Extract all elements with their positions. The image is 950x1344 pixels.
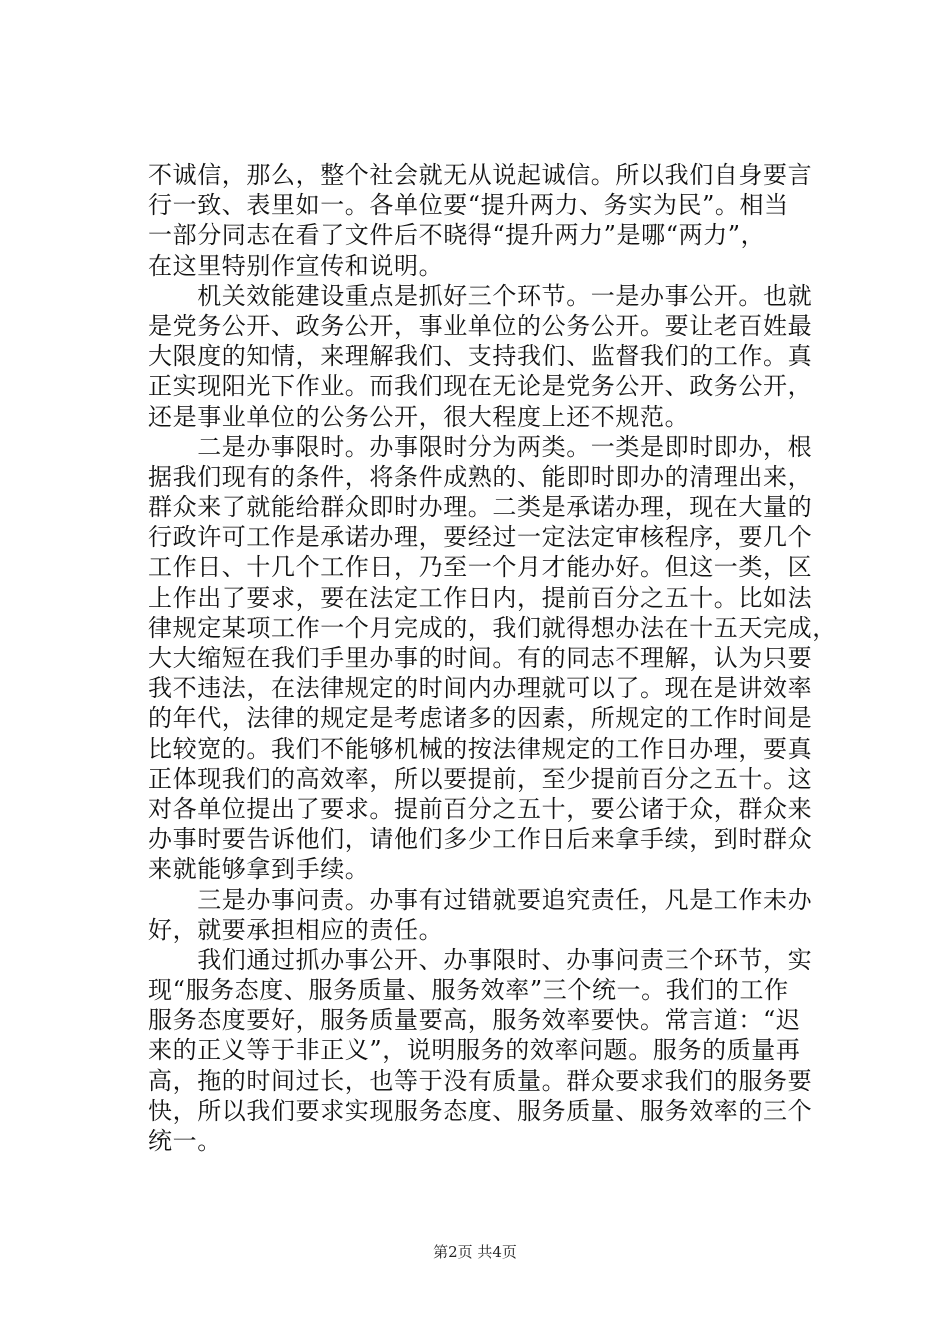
text-line: 比较宽的。我们不能够机械的按法律规定的工作日办理，要真	[148, 734, 813, 763]
text-line: 在这里特别作宣传和说明。	[148, 251, 444, 280]
text-line: 大限度的知情，来理解我们、支持我们、监督我们的工作。真	[148, 342, 813, 371]
text-line: 一部分同志在看了文件后不晓得“提升两力”是哪“两力”，	[148, 221, 766, 250]
text-line: 正体现我们的高效率，所以要提前，至少提前百分之五十。这	[148, 764, 813, 793]
text-line: 工作日、十几个工作日，乃至一个月才能办好。但这一类，区	[148, 553, 813, 582]
document-body	[148, 160, 837, 1156]
text-line: 我不违法，在法律规定的时间内办理就可以了。现在是讲效率	[148, 674, 813, 703]
text-line: 群众来了就能给群众即时办理。二类是承诺办理，现在大量的	[148, 493, 813, 522]
text-line: 服务态度要好，服务质量要高，服务效率要快。常言道：“迟	[148, 1006, 801, 1035]
text-line: 快，所以我们要求实现服务态度、服务质量、服务效率的三个	[148, 1096, 813, 1125]
text-line: 不诚信，那么，整个社会就无从说起诚信。所以我们自身要言	[148, 161, 813, 189]
page-number-footer: 第2页 共4页	[433, 1243, 517, 1261]
text-line: 正实现阳光下作业。而我们现在无论是党务公开、政务公开，	[148, 372, 813, 401]
text-line: 上作出了要求，要在法定工作日内，提前百分之五十。比如法	[148, 583, 813, 612]
text-line: 现“服务态度、服务质量、服务效率”三个统一。我们的工作	[148, 976, 789, 1005]
text-line: 还是事业单位的公务公开，很大程度上还不规范。	[148, 402, 690, 431]
text-line: 律规定某项工作一个月完成的，我们就得想办法在十五天完成，	[148, 613, 837, 642]
text-line: 是党务公开、政务公开，事业单位的公务公开。要让老百姓最	[148, 311, 813, 340]
text-line: 的年代，法律的规定是考虑诸多的因素，所规定的工作时间是	[148, 704, 813, 733]
text-line: 行政许可工作是承诺办理，要经过一定法定审核程序，要几个	[148, 523, 813, 552]
text-line: 机关效能建设重点是抓好三个环节。一是办事公开。也就	[148, 281, 813, 310]
text-line: 统一。	[148, 1127, 222, 1155]
text-line: 好，就要承担相应的责任。	[148, 915, 444, 944]
text-line: 办事时要告诉他们，请他们多少工作日后来拿手续，到时群众	[148, 825, 813, 854]
text-line: 据我们现有的条件，将条件成熟的、能即时即办的清理出来，	[148, 462, 813, 491]
text-line: 我们通过抓办事公开、办事限时、办事问责三个环节，实	[148, 945, 813, 974]
text-line: 大大缩短在我们手里办事的时间。有的同志不理解，认为只要	[148, 644, 813, 672]
text-line: 来就能够拿到手续。	[148, 855, 370, 884]
text-line: 三是办事问责。办事有过错就要追究责任，凡是工作未办	[148, 885, 813, 914]
text-line: 二是办事限时。办事限时分为两类。一类是即时即办，根	[148, 432, 813, 461]
text-line: 对各单位提出了要求。提前百分之五十，要公诸于众，群众来	[148, 794, 813, 823]
text-line: 高，拖的时间过长，也等于没有质量。群众要求我们的服务要	[148, 1066, 813, 1095]
text-line: 来的正义等于非正义”，说明服务的效率问题。服务的质量再	[148, 1036, 801, 1065]
text-line: 行一致、表里如一。各单位要“提升两力、务实为民”。相当	[148, 191, 789, 220]
